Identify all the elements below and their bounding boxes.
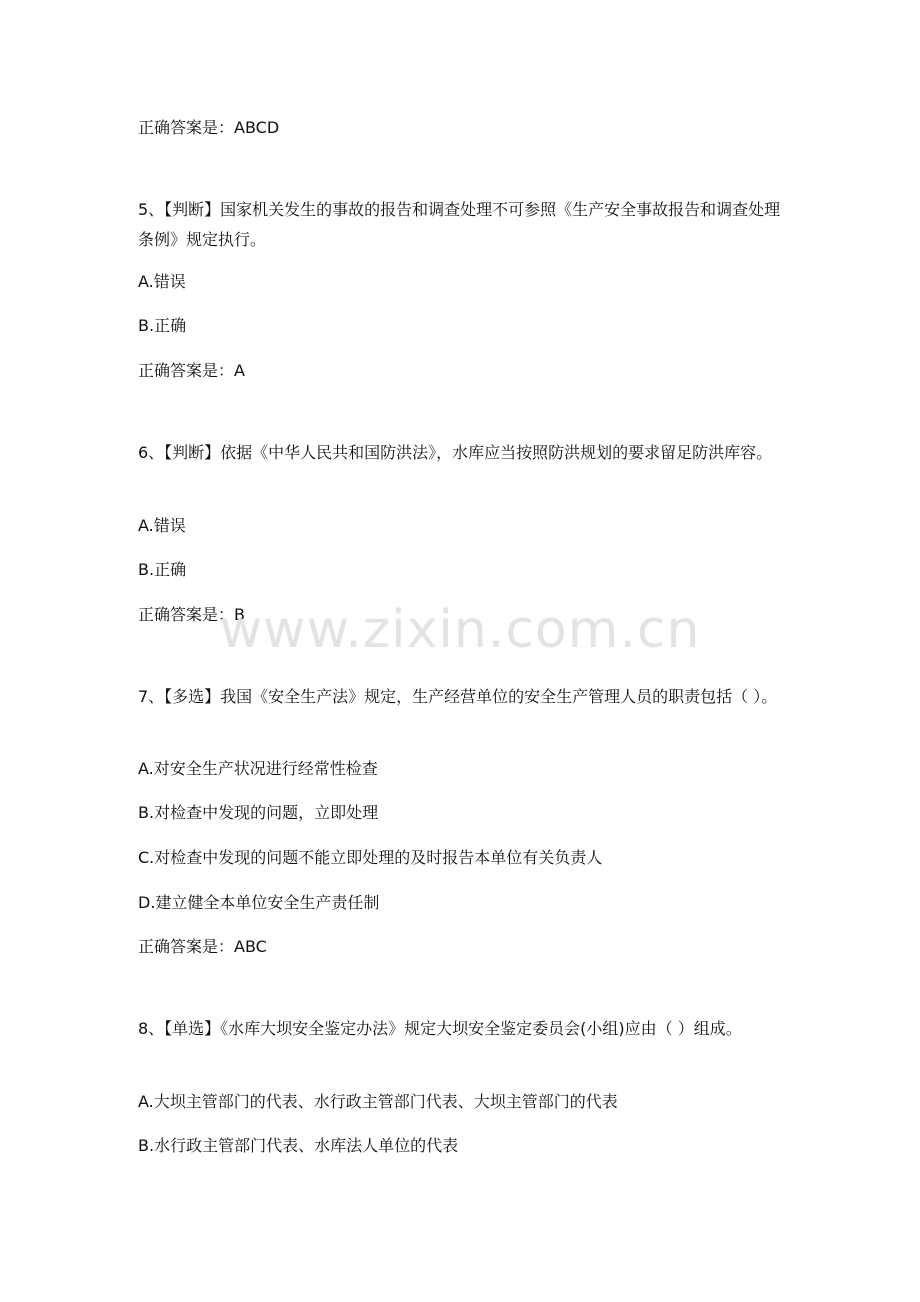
- option-line: C.对检查中发现的问题不能立即处理的及时报告本单位有关负责人: [138, 848, 603, 867]
- watermark-text: www.zixin.com.cn: [219, 600, 701, 660]
- option-line: B.正确: [138, 316, 187, 335]
- option-line: A.错误: [138, 516, 186, 535]
- option-line: B.对检查中发现的问题，立即处理: [138, 803, 379, 822]
- option-line: A.错误: [138, 272, 186, 291]
- question-text: 6、【判断】依据《中华人民共和国防洪法》，水库应当按照防洪规划的要求留足防洪库容。: [138, 443, 773, 462]
- answer-line: 正确答案是：ABC: [138, 937, 267, 956]
- answer-line: 正确答案是：ABCD: [138, 118, 280, 137]
- question-text: 5、【判断】国家机关发生的事故的报告和调查处理不可参照《生产安全事故报告和调查处理条例》规定执行。: [138, 200, 781, 249]
- option-line: B.水行政主管部门代表、水库法人单位的代表: [138, 1136, 459, 1155]
- question-text: 7、【多选】我国《安全生产法》规定，生产经营单位的安全生产管理人员的职责包括（ ）。: [138, 687, 778, 706]
- answer-line: 正确答案是：A: [138, 361, 245, 380]
- answer-line: 正确答案是：B: [138, 605, 245, 624]
- option-line: A.对安全生产状况进行经常性检查: [138, 759, 378, 778]
- option-line: A.大坝主管部门的代表、水行政主管部门代表、大坝主管部门的代表: [138, 1092, 618, 1111]
- option-line: B.正确: [138, 560, 187, 579]
- option-line: D.建立健全本单位安全生产责任制: [138, 893, 380, 912]
- question-text: 8、【单选】《水库大坝安全鉴定办法》规定大坝安全鉴定委员会(小组)应由（ ）组成。: [138, 1019, 742, 1038]
